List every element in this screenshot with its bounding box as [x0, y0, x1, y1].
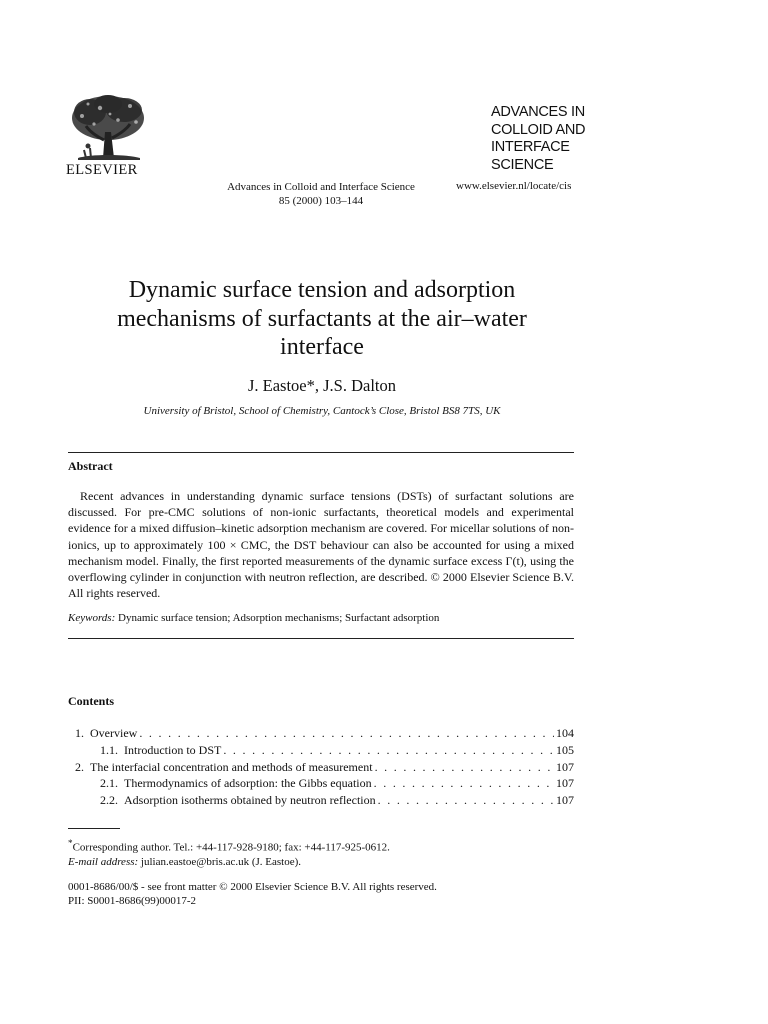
journal-brand — [491, 104, 585, 174]
toc-number: 2. — [75, 759, 84, 774]
footnotes — [68, 836, 390, 869]
elsevier-tree-logo-icon — [60, 92, 156, 172]
front-matter — [68, 880, 437, 908]
toc-page: 107 — [556, 793, 574, 808]
toc-item[interactable] — [68, 776, 574, 793]
toc-page: 107 — [556, 759, 574, 774]
toc-number: 2.1. — [100, 776, 118, 791]
publisher-name: ELSEVIER — [66, 162, 138, 178]
journal-brand-line: SCIENCE — [491, 156, 554, 173]
article-authors: J. Eastoe*, J.S. Dalton — [247, 376, 397, 395]
toc-number: 2.2. — [100, 793, 118, 808]
footnote-divider — [68, 828, 120, 829]
corresponding-author-text: Corresponding author. Tel.: +44-117-928-9180; fax: +44-117-925-0612. — [72, 841, 390, 854]
toc-label: Adsorption isotherms obtained by neutron reflection — [124, 793, 376, 808]
citation-volume: 85 (2000) 103–144 — [278, 195, 364, 207]
divider — [68, 638, 574, 639]
contents-heading: Contents — [68, 694, 115, 708]
journal-brand-line: INTERFACE — [491, 139, 570, 155]
divider — [68, 452, 574, 453]
toc-item[interactable] — [68, 760, 574, 777]
keywords-text: Dynamic surface tension; Adsorption mechanisms; Surfactant adsorption — [118, 612, 440, 624]
email-address: julian.eastoe@bris.ac.uk (J. Eastoe). — [140, 855, 302, 868]
corresponding-author-note — [68, 836, 390, 855]
abstract-heading: Abstract — [68, 459, 113, 473]
footnote-marker: * — [68, 838, 73, 848]
toc-item[interactable] — [68, 726, 574, 743]
keywords-label: Keywords: — [68, 612, 116, 624]
journal-brand-line: ADVANCES IN — [491, 104, 585, 120]
toc-page: 105 — [556, 742, 574, 757]
toc-label: The interfacial concentration and methods of measurement — [90, 759, 373, 774]
issn-line: 0001-8686/00/$ - see front matter © 2000 Elsevier Science B.V. All rights reserved. — [68, 881, 437, 893]
toc-item[interactable] — [68, 743, 574, 760]
toc-label: Thermodynamics of adsorption: the Gibbs equation — [124, 776, 372, 791]
journal-citation — [206, 180, 436, 208]
toc-item[interactable] — [68, 793, 574, 810]
toc-leader — [375, 760, 554, 775]
toc-label: Introduction to DST — [124, 742, 222, 757]
toc-leader — [223, 743, 554, 758]
email-label: E-mail address: — [68, 855, 139, 868]
table-of-contents — [68, 726, 574, 810]
toc-leader — [374, 776, 554, 791]
article-title: Dynamic surface tension and adsorption mechanisms of surfactants at the air–water interface — [117, 277, 527, 360]
abstract-text: Recent advances in understanding dynamic surface tensions (DSTs) of surfactant solutions are discussed. For pre-CMC solutions of non-ionic surfactants, theoretical models and experimental evidence for a mixed diffusion–kinetic adsorption mechanism are covered. For micellar solutions of non-ionics, up to approximately 100 × CMC, the DST behaviour can also be accounted for using a mixed mechanism model. Finally, the first reported measurements of the dynamic surface excess Γ(t), using the overflowing cylinder in conjunction with neutron reflection, are described. © 2000 Elsevier Science B.V. All rights reserved. — [68, 489, 574, 601]
toc-page: 107 — [556, 776, 574, 791]
email-note — [68, 855, 390, 869]
pii-line: PII: S0001-8686(99)00017-2 — [68, 895, 197, 907]
abstract-body — [68, 488, 574, 601]
author-affiliation: University of Bristol, School of Chemistry, Cantock’s Close, Bristol BS8 7TS, UK — [143, 405, 501, 417]
toc-leader — [378, 793, 554, 808]
citation-journal: Advances in Colloid and Interface Science — [227, 181, 415, 193]
journal-url-link[interactable]: www.elsevier.nl/locate/cis — [456, 180, 572, 192]
toc-number: 1.1. — [100, 742, 118, 757]
toc-label: Overview — [90, 726, 138, 740]
toc-page: 104 — [556, 726, 574, 740]
toc-leader — [139, 726, 554, 741]
keywords — [68, 612, 574, 624]
toc-number: 1. — [75, 726, 84, 740]
journal-brand-line: COLLOID AND — [491, 121, 586, 138]
